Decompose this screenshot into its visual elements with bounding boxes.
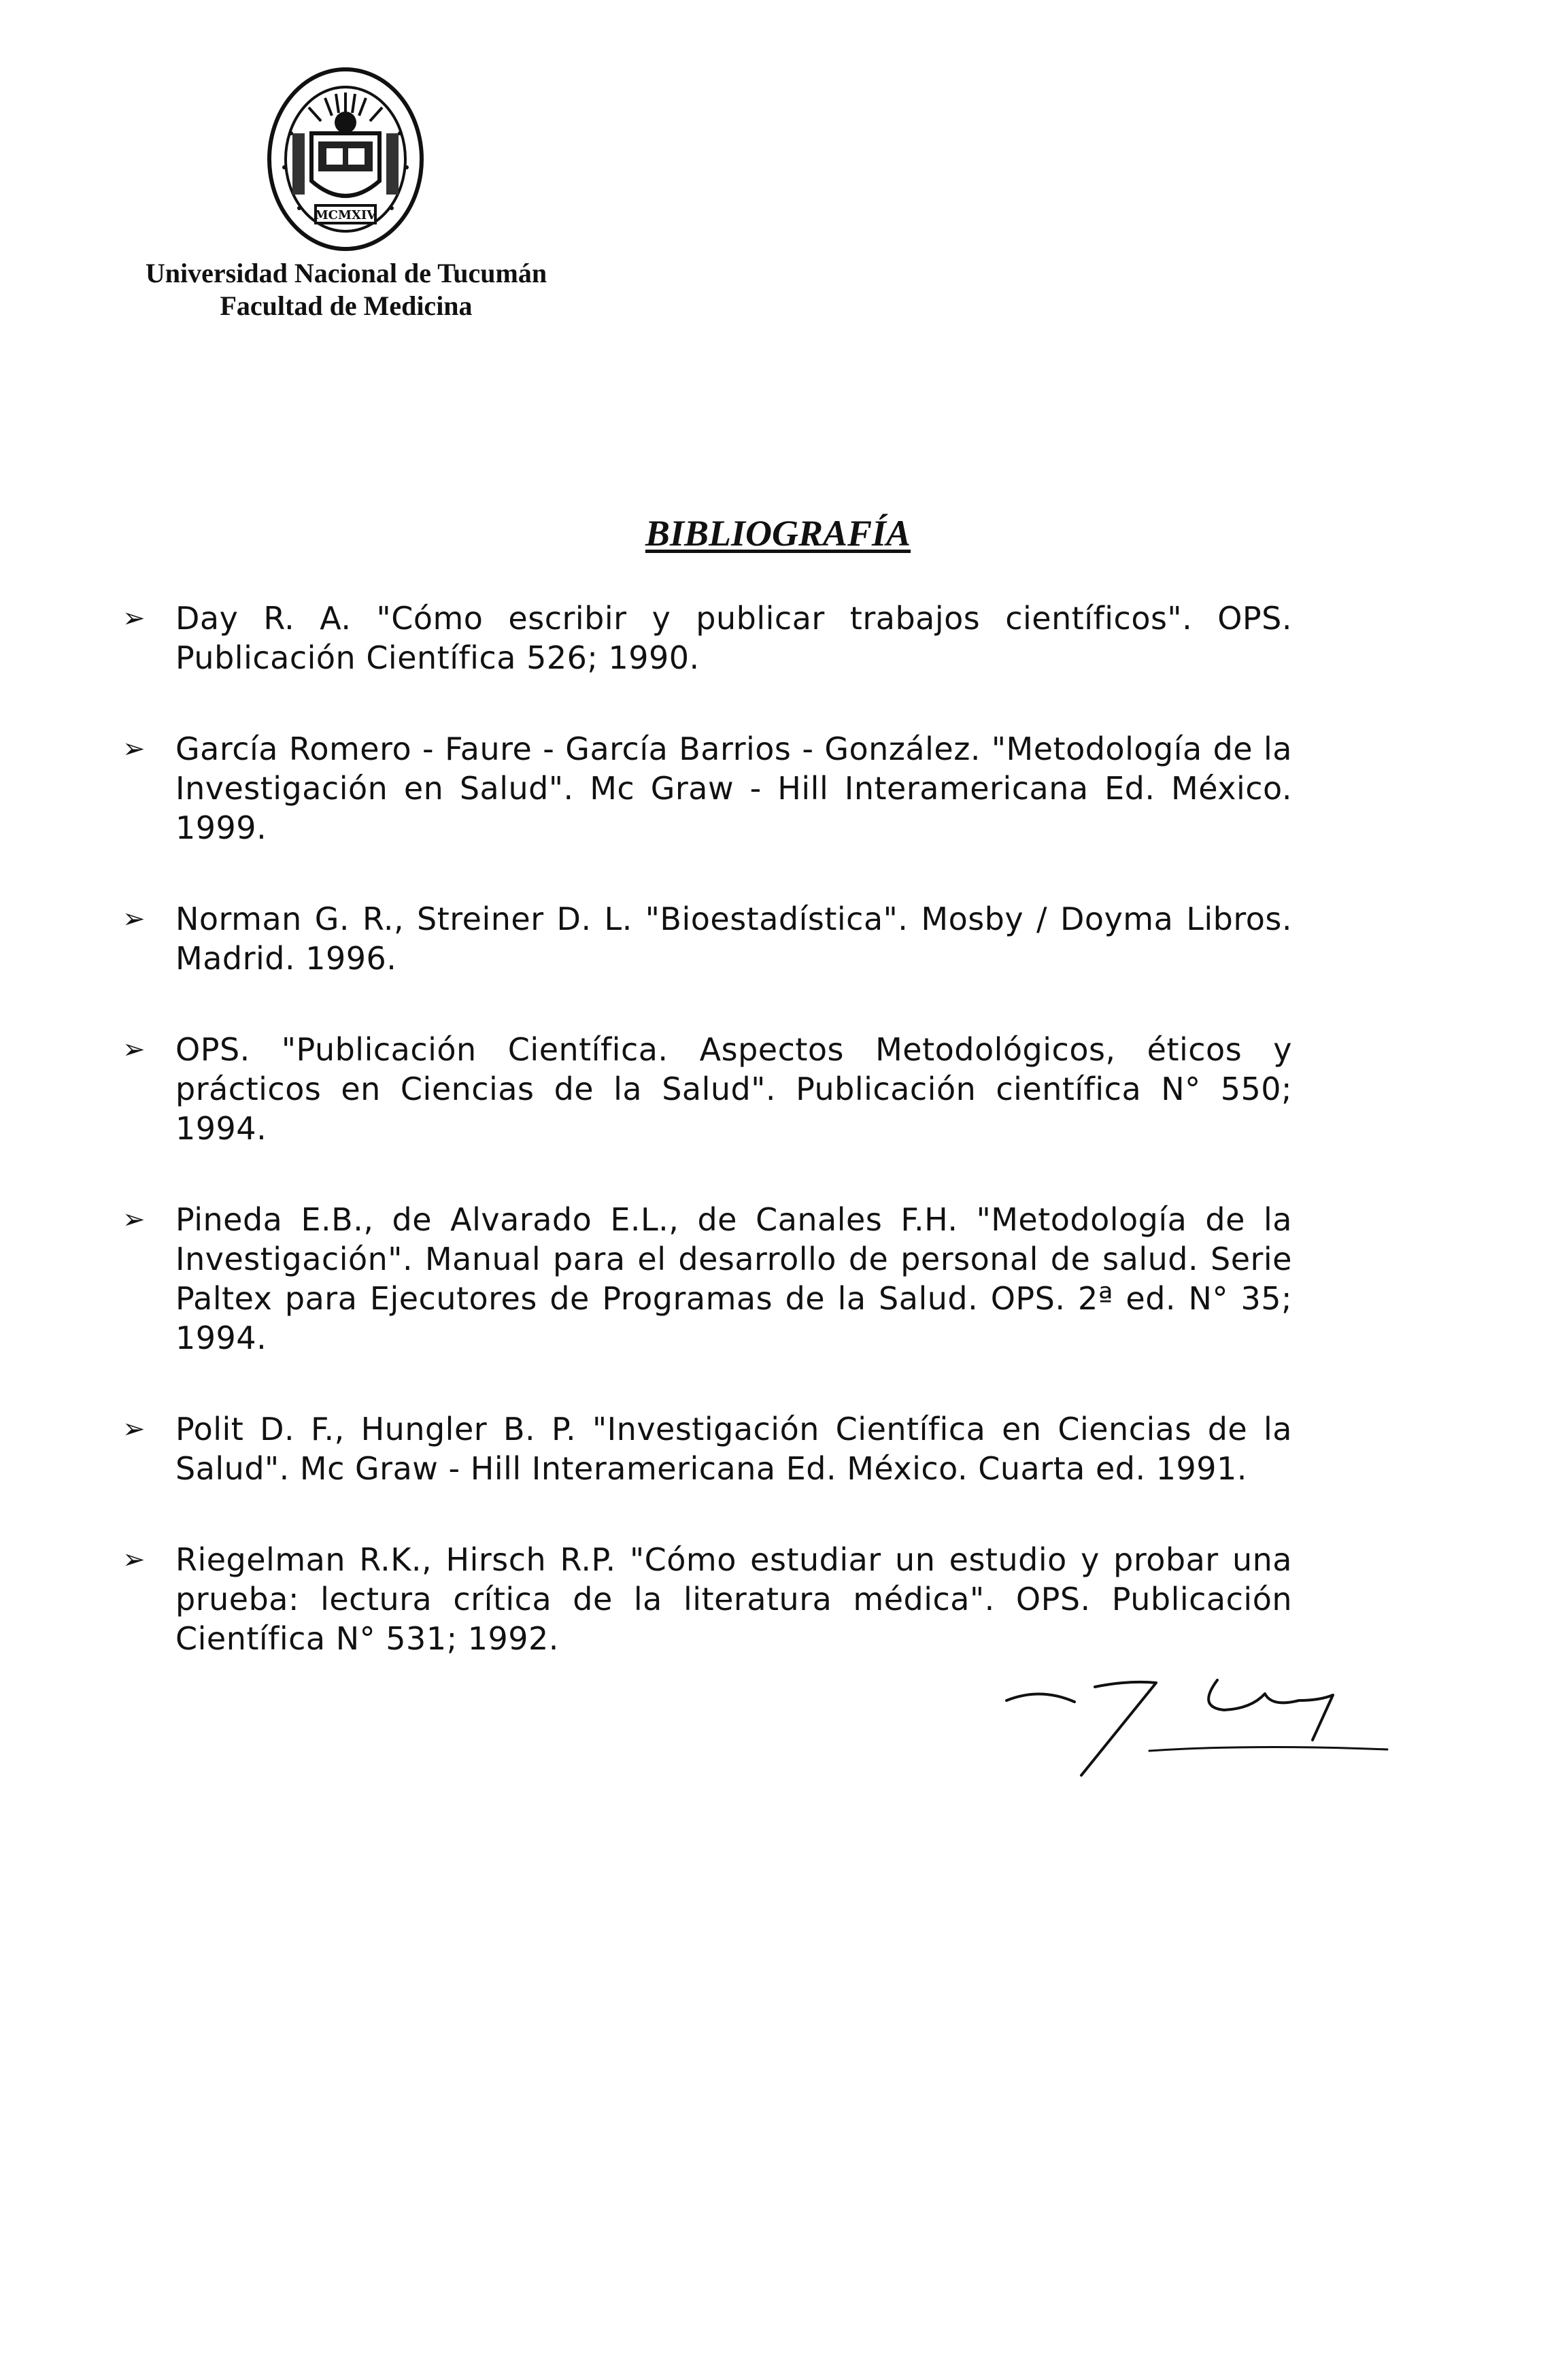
arrow-bullet-icon: ➢ (122, 1544, 146, 1575)
arrow-bullet-icon: ➢ (122, 1204, 146, 1235)
arrow-bullet-icon: ➢ (122, 903, 146, 935)
reference-text: Day R. A. "Cómo escribir y publicar trabajos científicos". OPS. Publicación Científica 526; 1990. (175, 600, 1292, 676)
bibliography-item (122, 729, 1292, 848)
arrow-bullet-icon: ➢ (122, 733, 146, 765)
bibliography-item (122, 1409, 1292, 1488)
university-seal-logo (264, 65, 427, 258)
bibliography-item (122, 1030, 1292, 1148)
bibliography-item (122, 1540, 1292, 1658)
bibliography-item (122, 599, 1292, 677)
university-name: Universidad Nacional de Tucumán (145, 258, 547, 288)
page-title: BIBLIOGRAFÍA (645, 513, 911, 554)
reference-text: Norman G. R., Streiner D. L. "Bioestadística". Mosby / Doyma Libros. Madrid. 1996. (175, 901, 1292, 977)
handwritten-signature (979, 1660, 1415, 1789)
reference-text: OPS. "Publicación Científica. Aspectos Metodológicos, éticos y prácticos en Ciencias de la Salud". Publicación científica N° 550; 1994. (175, 1031, 1292, 1147)
arrow-bullet-icon: ➢ (122, 1034, 146, 1065)
bibliography-list (122, 599, 1292, 1710)
svg-text:MCMXIV: MCMXIV (314, 208, 377, 222)
reference-text: García Romero - Faure - García Barrios - González. "Metodología de la Investigación en Salud". Mc Graw - Hill Interamericana Ed. México. 1999. (175, 731, 1292, 846)
institution-header (95, 257, 597, 322)
reference-text: Riegelman R.K., Hirsch R.P. "Cómo estudiar un estudio y probar una prueba: lectura crítica de la literatura médica". OPS. Publicación Científica N° 531; 1992. (175, 1541, 1292, 1657)
bibliography-item (122, 1200, 1292, 1358)
arrow-bullet-icon: ➢ (122, 1413, 146, 1445)
reference-text: Pineda E.B., de Alvarado E.L., de Canales F.H. "Metodología de la Investigación". Manual para el desarrollo de personal de salud. Serie Paltex para Ejecutores de Programas de la Salud. OPS. 2ª ed. N° 35; 1994. (175, 1201, 1292, 1356)
faculty-name: Facultad de Medicina (220, 290, 473, 321)
bibliography-item (122, 899, 1292, 978)
arrow-bullet-icon: ➢ (122, 603, 146, 634)
reference-text: Polit D. F., Hungler B. P. "Investigación Científica en Ciencias de la Salud". Mc Graw - Hill Interamericana Ed. México. Cuarta ed. 1991. (175, 1411, 1292, 1487)
